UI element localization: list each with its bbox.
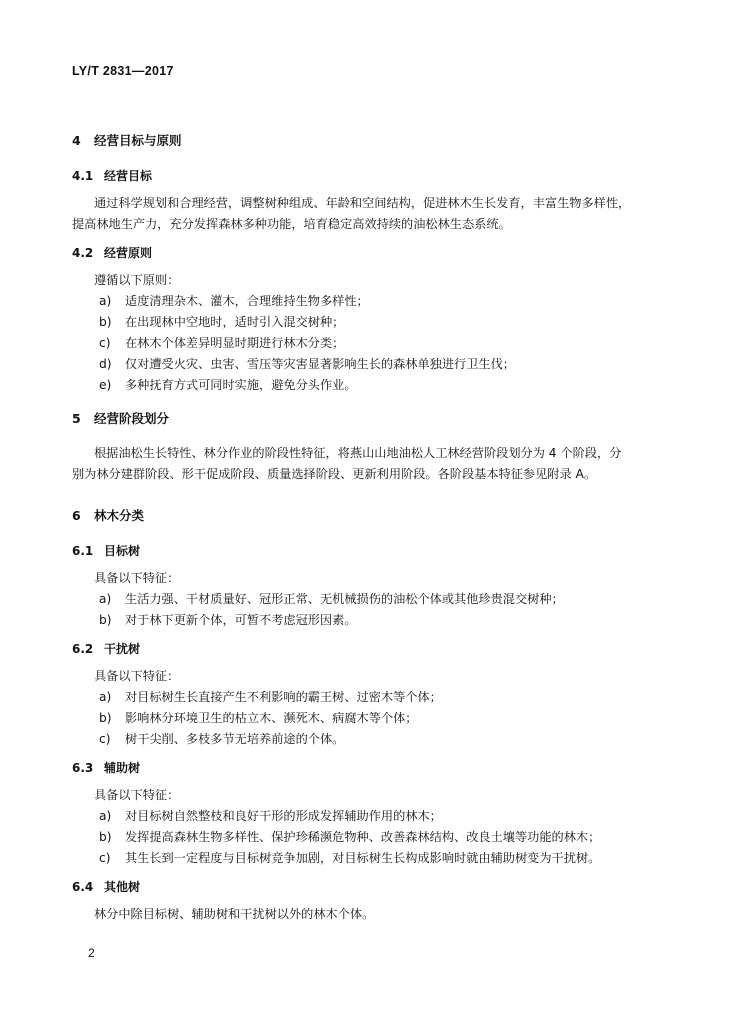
list-text: 在林木个体差异明显时期进行林木分类； <box>125 336 345 350</box>
list-marker: c) <box>99 732 111 746</box>
paragraph-line: 别为林分建群阶段、形干促成阶段、质量选择阶段、更新利用阶段。各阶段基本特征参见附录 A。 <box>72 467 597 481</box>
list-item <box>99 731 344 747</box>
list-item <box>99 591 564 607</box>
list-item <box>99 689 442 705</box>
list-text: 对目标树自然整枝和良好干形的形成发挥辅助作用的林木； <box>125 809 442 823</box>
list-marker: d) <box>99 357 112 371</box>
section-title: 目标树 <box>104 544 141 558</box>
section-number: 6.4 <box>72 880 94 894</box>
list-text: 适度清理杂木、灌木，合理维持生物多样性； <box>125 294 369 308</box>
paragraph-line: 林分中除目标树、辅助树和干扰树以外的林木个体。 <box>94 907 375 921</box>
list-text: 仅对遭受火灾、虫害、雪压等灾害显著影响生长的森林单独进行卫生伐； <box>125 357 515 371</box>
section-title: 其他树 <box>104 880 141 894</box>
section-number: 4.2 <box>72 246 94 260</box>
section-number: 4 <box>72 133 81 148</box>
section-title: 经营阶段划分 <box>94 411 170 426</box>
list-item <box>99 377 357 393</box>
section-number: 6.1 <box>72 544 94 558</box>
section-title: 经营目标与原则 <box>94 133 182 148</box>
list-text: 发挥提高森林生物多样性、保护珍稀濒危物种、改善森林结构、改良土壤等功能的林木； <box>125 830 601 844</box>
section-5-heading <box>72 409 169 427</box>
paragraph-line: 根据油松生长特性、林分作业的阶段性特征，将燕山山地油松人工林经营阶段划分为 4 个阶段，分 <box>94 446 622 460</box>
list-item <box>99 335 344 351</box>
section-number: 5 <box>72 411 81 426</box>
list-marker: c) <box>99 851 111 865</box>
list-marker: a) <box>99 809 112 823</box>
list-item <box>99 293 369 309</box>
list-intro: 具备以下特征： <box>94 669 180 683</box>
section-number: 6 <box>72 508 81 523</box>
section-title: 经营目标 <box>104 169 153 183</box>
list-marker: b) <box>99 711 112 725</box>
list-text: 多种抚育方式可同时实施，避免分头作业。 <box>125 378 357 392</box>
page-number: 2 <box>88 946 95 960</box>
paragraph-line: 通过科学规划和合理经营，调整树种组成、年龄和空间结构，促进林木生长发育，丰富生物多样性， <box>94 196 631 210</box>
section-4-heading <box>72 131 182 149</box>
list-text: 影响林分环境卫生的枯立木、濒死木、病腐木等个体； <box>125 711 418 725</box>
section-title: 干扰树 <box>104 642 141 656</box>
list-text: 对目标树生长直接产生不利影响的霸王树、过密木等个体； <box>125 690 442 704</box>
document-header: LY/T 2831—2017 <box>72 64 174 78</box>
list-intro: 具备以下特征： <box>94 571 180 585</box>
section-number: 6.2 <box>72 642 94 656</box>
list-item <box>99 829 600 845</box>
section-6-1-heading <box>72 542 140 559</box>
list-marker: a) <box>99 592 112 606</box>
list-item <box>99 314 344 330</box>
section-4-1-heading <box>72 167 152 184</box>
section-number: 4.1 <box>72 169 94 183</box>
section-title: 经营原则 <box>104 246 153 260</box>
list-item <box>99 808 442 824</box>
list-item <box>99 710 418 726</box>
section-title: 辅助树 <box>104 761 141 775</box>
list-intro: 具备以下特征： <box>94 788 180 802</box>
list-item <box>99 850 600 866</box>
list-intro: 遵循以下原则： <box>94 273 180 287</box>
list-marker: c) <box>99 336 111 350</box>
list-text: 其生长到一定程度与目标树竞争加剧，对目标树生长构成影响时就由辅助树变为干扰树。 <box>125 851 601 865</box>
list-marker: b) <box>99 830 112 844</box>
section-4-2-heading <box>72 244 152 261</box>
list-text: 树干尖削、多枝多节无培养前途的个体。 <box>125 732 345 746</box>
section-title: 林木分类 <box>94 508 145 523</box>
list-marker: a) <box>99 294 112 308</box>
list-text: 对于林下更新个体，可暂不考虑冠形因素。 <box>125 613 357 627</box>
section-6-4-heading <box>72 878 140 895</box>
list-item <box>99 612 357 628</box>
list-text: 在出现林中空地时，适时引入混交树种； <box>125 315 345 329</box>
section-6-3-heading <box>72 759 140 776</box>
list-item <box>99 356 515 372</box>
paragraph-line: 提高林地生产力，充分发挥森林多种功能，培育稳定高效持续的油松林生态系统。 <box>72 217 511 231</box>
list-text: 生活力强、干材质量好、冠形正常、无机械损伤的油松个体或其他珍贵混交树种； <box>125 592 564 606</box>
list-marker: b) <box>99 613 112 627</box>
list-marker: a) <box>99 690 112 704</box>
list-marker: b) <box>99 315 112 329</box>
section-6-heading <box>72 506 144 524</box>
list-marker: e) <box>99 378 112 392</box>
section-number: 6.3 <box>72 761 94 775</box>
section-6-2-heading <box>72 640 140 657</box>
